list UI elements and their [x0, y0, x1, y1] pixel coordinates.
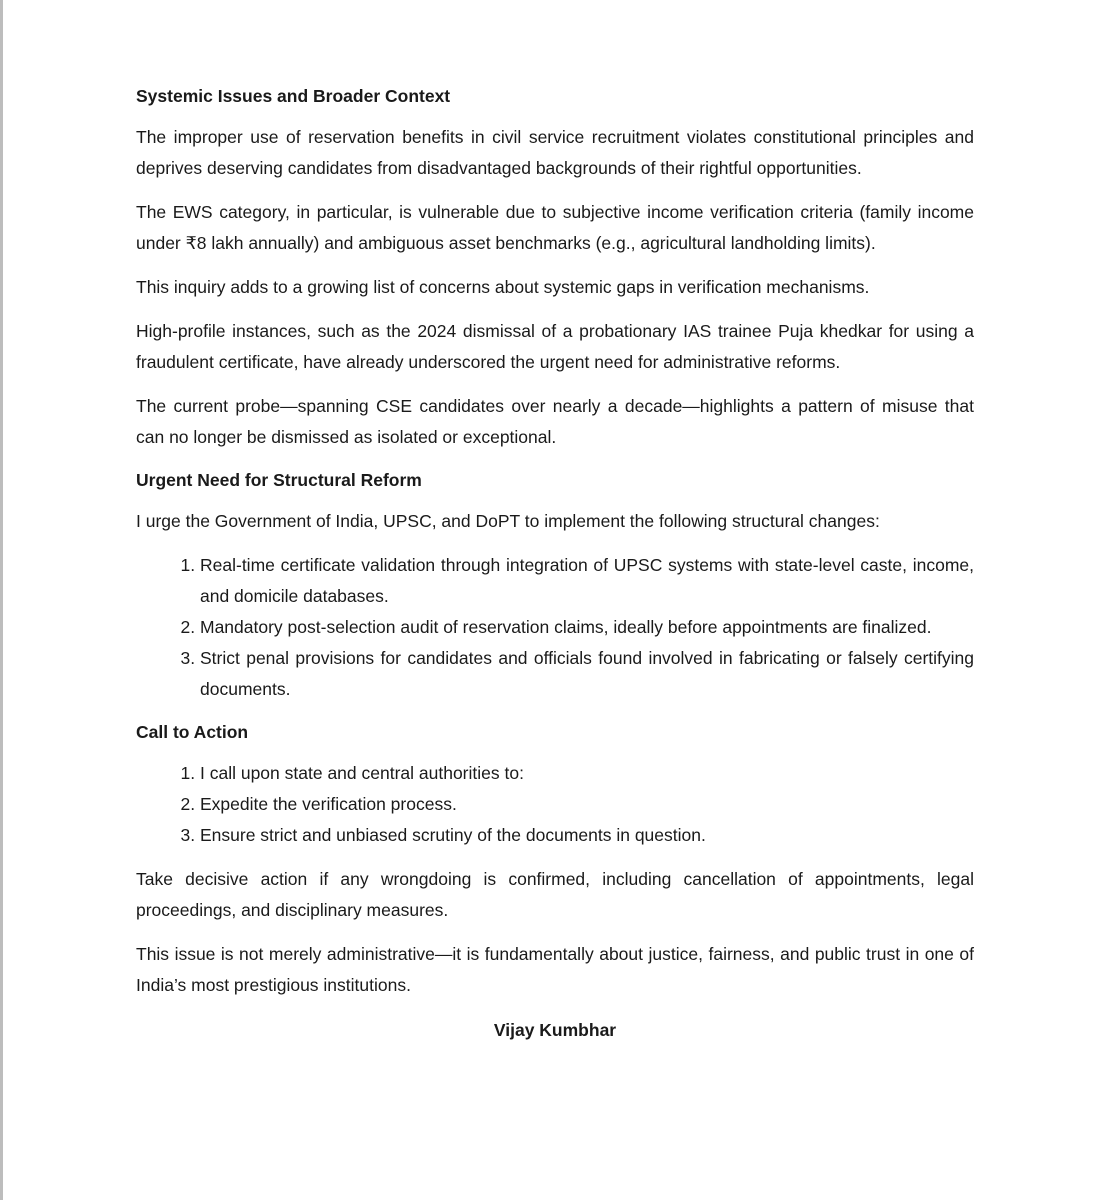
- paragraph: The EWS category, in particular, is vulnerable due to subjective income verification criteria (family income under ₹8 lakh annually) and ambiguous asset benchmarks (e.g., agricultural landholding limits).: [136, 202, 974, 253]
- reform-list: [136, 550, 974, 705]
- action-list: [136, 758, 974, 851]
- list-item: 1. I call upon state and central authorities to:: [200, 758, 974, 789]
- paragraph: I urge the Government of India, UPSC, and DoPT to implement the following structural changes:: [136, 511, 880, 531]
- list-item: 2. Expedite the verification process.: [200, 789, 974, 820]
- section-heading-call-to-action: Call to Action: [136, 722, 249, 742]
- paragraph: The current probe—spanning CSE candidates over nearly a decade—highlights a pattern of misuse that can no longer be dismissed as isolated or exceptional.: [136, 396, 974, 447]
- paragraph: High-profile instances, such as the 2024 dismissal of a probationary IAS trainee Puja khedkar for using a fraudulent certificate, have already underscored the urgent need for administrative reforms.: [136, 321, 974, 372]
- list-item: 3. Strict penal provisions for candidates and officials found involved in fabricating or falsely certifying documents.: [200, 643, 974, 705]
- document-page: [136, 82, 974, 1046]
- list-item: 3. Ensure strict and unbiased scrutiny of the documents in question.: [200, 820, 974, 851]
- section-heading-structural-reform: Urgent Need for Structural Reform: [136, 470, 422, 490]
- signature: Vijay Kumbhar: [493, 1020, 617, 1040]
- list-item: 1. Real-time certificate validation through integration of UPSC systems with state-level caste, income, and domicile databases.: [200, 550, 974, 612]
- page-left-border: [0, 0, 3, 1200]
- paragraph: This issue is not merely administrative—it is fundamentally about justice, fairness, and public trust in one of India’s most prestigious institutions.: [136, 944, 974, 995]
- paragraph: This inquiry adds to a growing list of concerns about systemic gaps in verification mechanisms.: [136, 277, 870, 297]
- paragraph: Take decisive action if any wrongdoing is confirmed, including cancellation of appointments, legal proceedings, and disciplinary measures.: [136, 869, 974, 920]
- paragraph: The improper use of reservation benefits in civil service recruitment violates constitutional principles and deprives deserving candidates from disadvantaged backgrounds of their rightful opportunities.: [136, 127, 974, 178]
- section-heading-systemic-issues: Systemic Issues and Broader Context: [136, 86, 451, 106]
- list-item: 2. Mandatory post-selection audit of reservation claims, ideally before appointments are finalized.: [200, 612, 974, 643]
